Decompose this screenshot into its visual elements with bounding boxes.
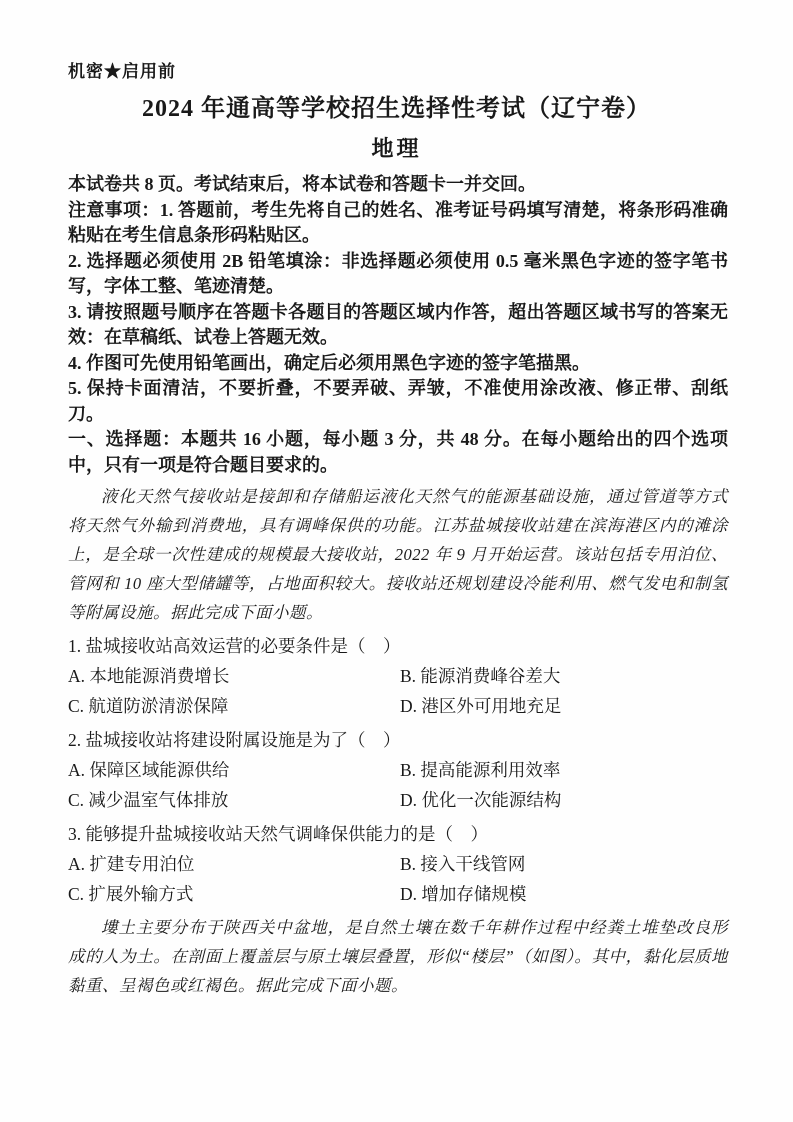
confidential-label: 机密★启用前 — [68, 62, 176, 81]
question-1-stem: 1. 盐城接收站高效运营的必要条件是（ ） — [68, 636, 401, 656]
notice-item-2: 2. 选择题必须使用 2B 铅笔填涂：非选择题必须使用 0.5 毫米黑色字迹的签字笔书写，字体工整、笔迹清楚。 — [68, 250, 728, 296]
notice-item-5: 5. 保持卡面清洁，不要折叠，不要弄破、弄皱，不准使用涂改液、修正带、刮纸刀。 — [68, 378, 728, 424]
subject-title: 地理 — [371, 136, 422, 161]
question-2-stem: 2. 盐城接收站将建设附属设施是为了（ ） — [68, 730, 401, 750]
question-3 — [68, 819, 728, 909]
exam-title: 2024 年通高等学校招生选择性考试（辽宁卷） — [142, 96, 651, 122]
question-1 — [68, 631, 728, 721]
question-3-option-c: C. 扩展外输方式 — [68, 884, 194, 904]
question-2-options-row-2 — [68, 785, 728, 815]
question-3-options-row-1 — [68, 849, 728, 879]
notice-item-1: 注意事项：1. 答题前，考生先将自己的姓名、准考证号码填写清楚，将条形码准确粘贴在考生信息条形码粘贴区。 — [68, 199, 728, 245]
question-2-option-a: A. 保障区域能源供给 — [68, 760, 230, 780]
question-3-option-d: D. 增加存储规模 — [400, 884, 527, 904]
exam-content — [68, 172, 728, 1000]
question-2 — [68, 725, 728, 815]
question-3-option-b: B. 接入干线管网 — [400, 854, 526, 874]
question-1-options-row-2 — [68, 691, 728, 721]
question-1-option-a: A. 本地能源消费增长 — [68, 666, 230, 686]
passage-lng-terminal: 液化天然气接收站是接卸和存储船运液化天然气的能源基础设施，通过管道等方式将天然气外输到消费地，具有调峰保供的功能。江苏盐城接收站建在滨海港区内的滩涂上，是全球一次性建成的规模最大接收站，2022 年 9 月开始运营。该站包括专用泊位、管网和 10 座大型储罐等，占地面积较大。接收站还规划建设冷能利用、燃气发电和制氢等附属设施。据此完成下面小题。 — [68, 487, 728, 622]
question-1-option-d: D. 港区外可用地充足 — [400, 696, 562, 716]
passage-loutu-soil: 塿土主要分布于陕西关中盆地，是自然土壤在数千年耕作过程中经粪土堆垫改良形成的人为土。在剖面上覆盖层与原土壤层叠置，形似“楼层”（如图）。其中，黏化层质地黏重、呈褐色或红褐色。据此完成下面小题。 — [68, 918, 728, 995]
notice-item-3: 3. 请按照题号顺序在答题卡各题目的答题区域内作答，超出答题区域书写的答案无效：在草稿纸、试卷上答题无效。 — [68, 301, 728, 347]
question-2-options-row-1 — [68, 755, 728, 785]
question-1-option-b: B. 能源消费峰谷差大 — [400, 666, 561, 686]
question-3-option-a: A. 扩建专用泊位 — [68, 854, 195, 874]
question-2-option-d: D. 优化一次能源结构 — [400, 790, 562, 810]
question-3-options-row-2 — [68, 879, 728, 909]
question-1-options-row-1 — [68, 661, 728, 691]
question-3-stem: 3. 能够提升盐城接收站天然气调峰保供能力的是（ ） — [68, 824, 488, 844]
question-1-option-c: C. 航道防淤清淤保障 — [68, 696, 229, 716]
question-2-option-c: C. 减少温室气体排放 — [68, 790, 229, 810]
question-2-option-b: B. 提高能源利用效率 — [400, 760, 561, 780]
notice-item-4: 4. 作图可先使用铅笔画出，确定后必须用黑色字迹的签字笔描黑。 — [68, 352, 590, 373]
return-notice: 本试卷共 8 页。考试结束后，将本试卷和答题卡一并交回。 — [68, 174, 536, 194]
section-one-heading: 一、选择题：本题共 16 小题，每小题 3 分，共 48 分。在每小题给出的四个选项中，只有一项是符合题目要求的。 — [68, 429, 728, 475]
